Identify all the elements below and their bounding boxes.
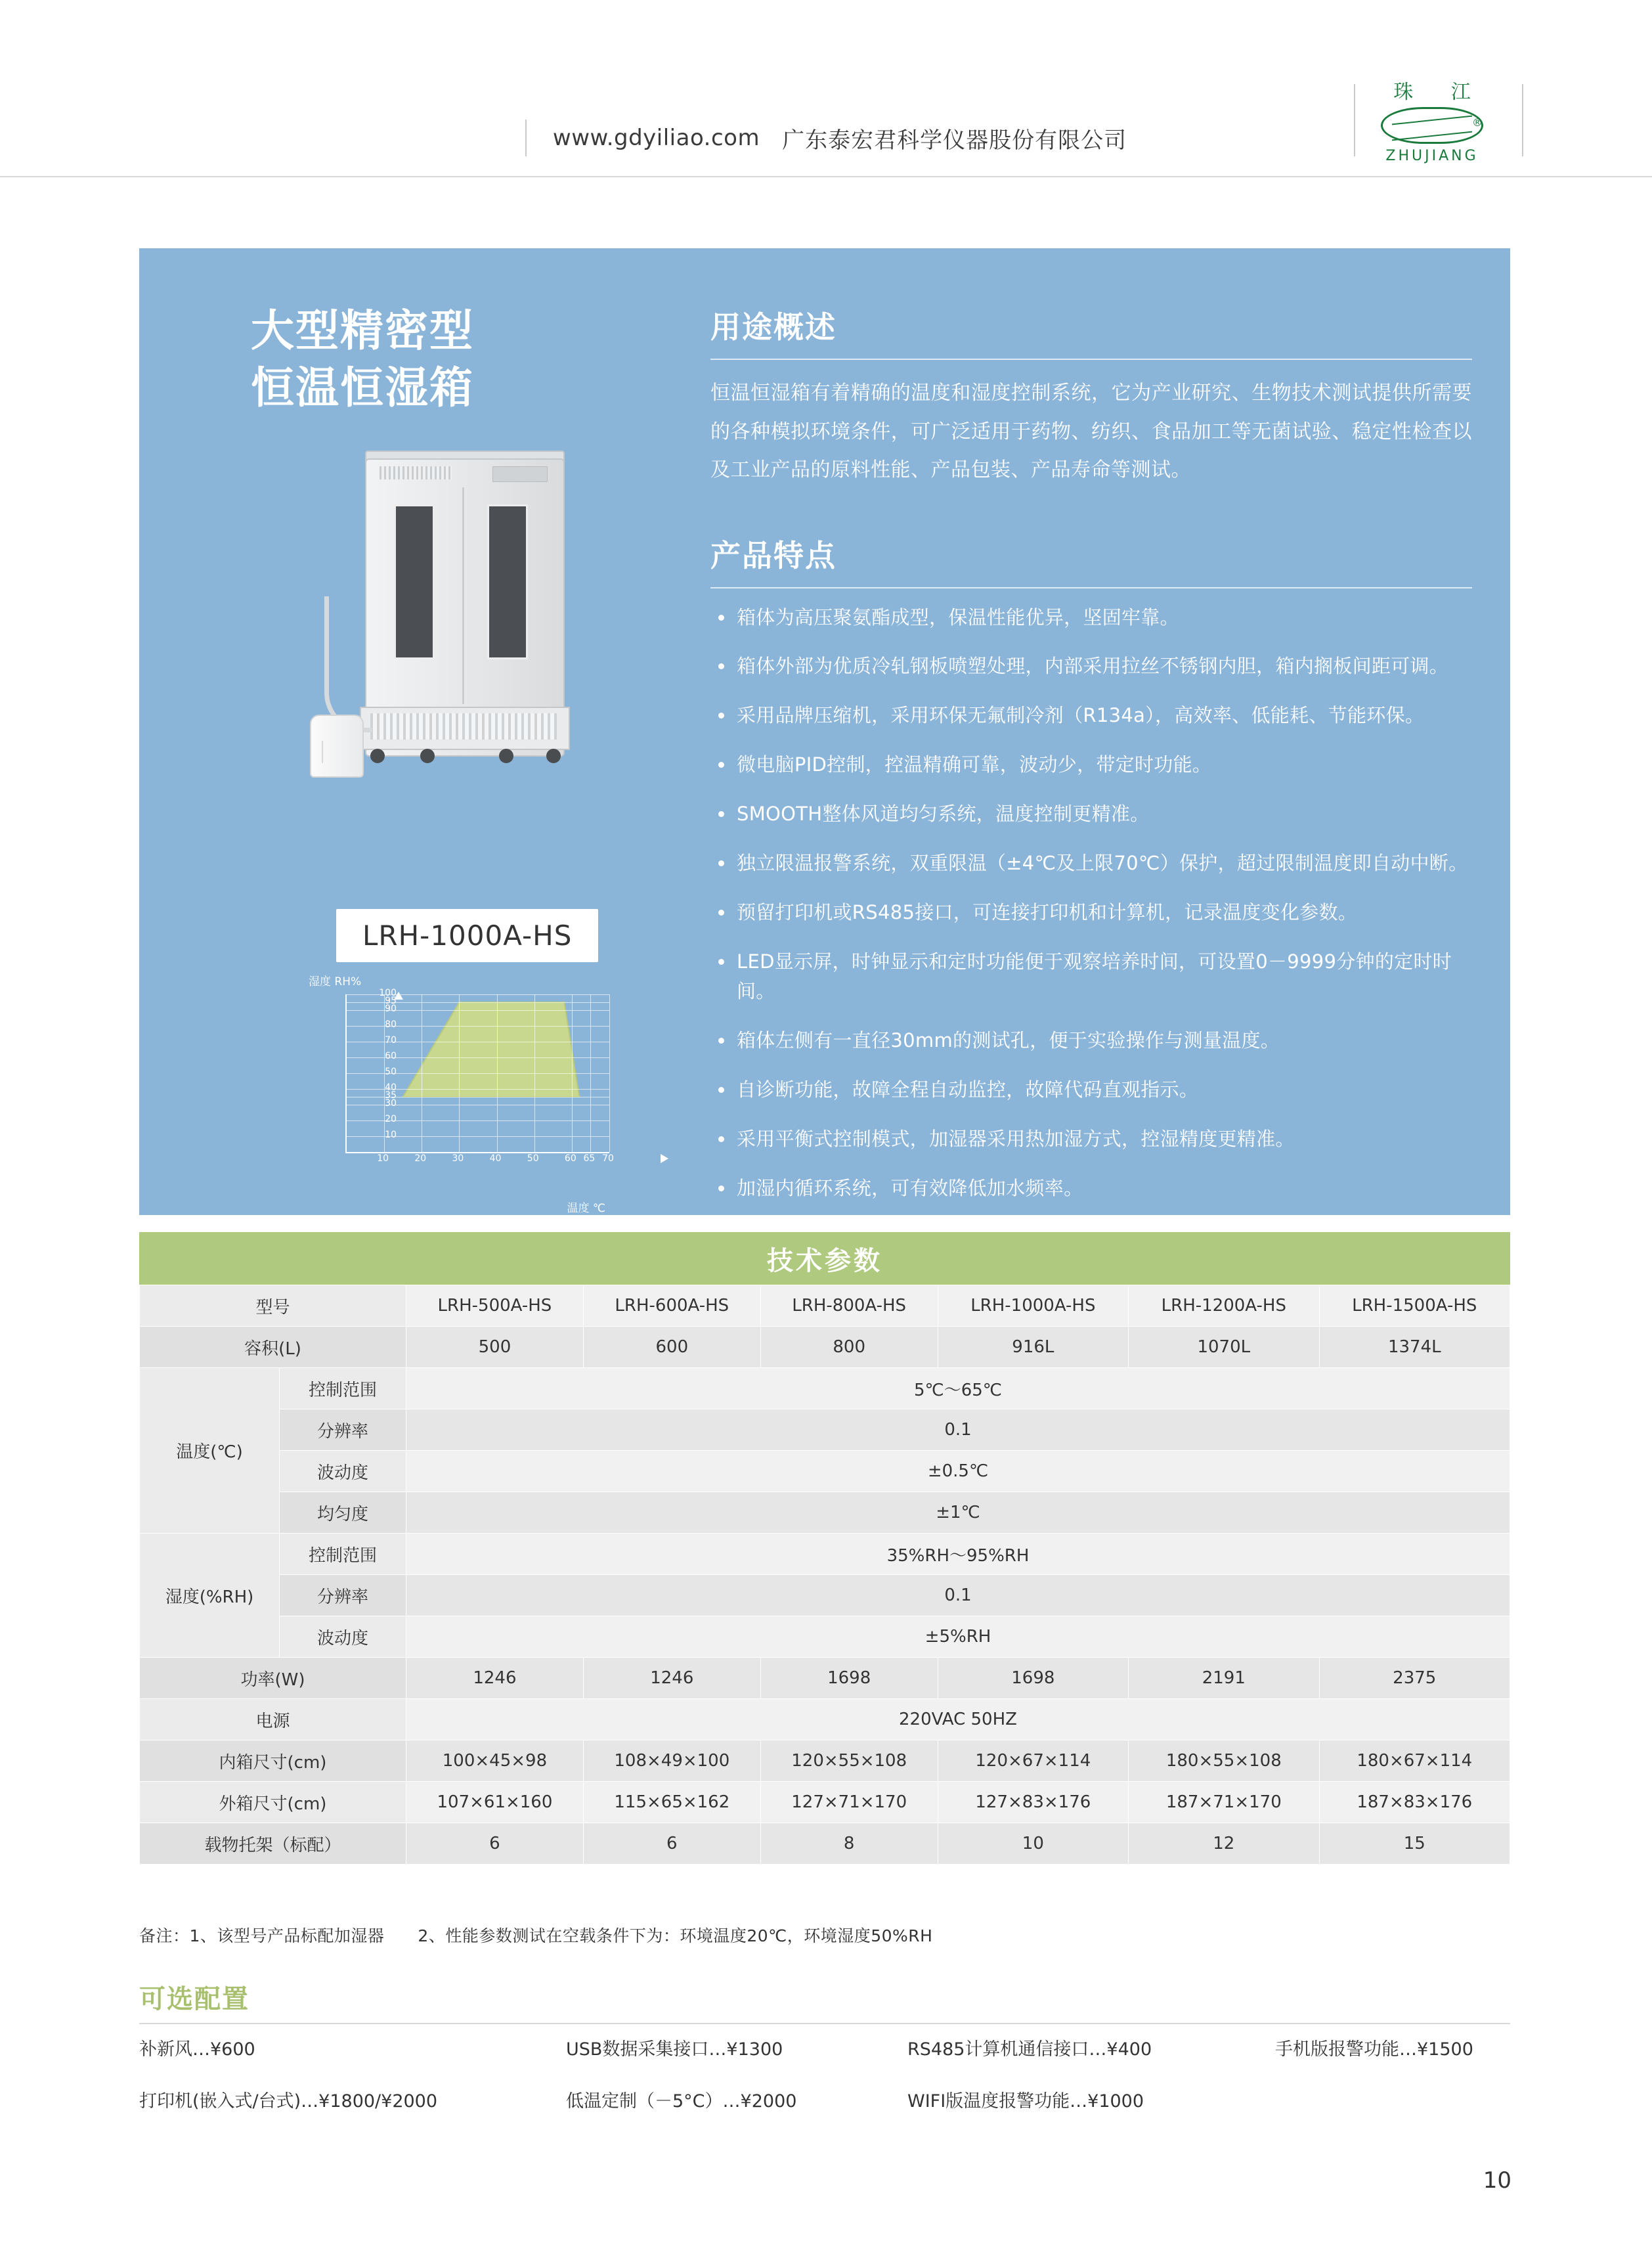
- table-row: [140, 1451, 1510, 1492]
- device-control-panel: [492, 466, 548, 482]
- overview-rule: [710, 359, 1472, 360]
- table-cell: LRH-600A-HS: [583, 1285, 760, 1327]
- table-cell: 1698: [760, 1658, 938, 1699]
- table-row: [140, 1616, 1510, 1658]
- header-divider: [525, 120, 527, 156]
- table-cell: 控制范围: [280, 1534, 406, 1575]
- device-water-hose: [324, 596, 372, 732]
- feature-item: 独立限温报警系统，双重限温（±4℃及上限70℃）保护，超过限制温度即自动中断。: [710, 849, 1472, 878]
- spec-note: 备注：1、该型号产品标配加湿器 2、性能参数测试在空载条件下为：环境温度20℃，环境湿度50%RH: [139, 1926, 933, 1945]
- table-cell: 0.1: [406, 1575, 1510, 1616]
- overview-heading: 用途概述: [710, 309, 837, 345]
- features-rule: [710, 587, 1472, 588]
- optional-item: 补新风…¥600: [139, 2039, 255, 2060]
- chart-y-tick-label: 90: [385, 1004, 397, 1014]
- chart-gridline-v: [609, 994, 610, 1152]
- table-cell: 10: [938, 1823, 1128, 1865]
- table-cell: 35%RH～95%RH: [406, 1534, 1510, 1575]
- table-cell: 100×45×98: [406, 1740, 584, 1782]
- feature-item: 微电脑PID控制，控温精确可靠，波动少，带定时功能。: [710, 750, 1472, 780]
- table-row: [140, 1534, 1510, 1575]
- table-cell: 湿度(%RH): [140, 1534, 280, 1658]
- optional-section-title: 可选配置: [139, 1984, 250, 2014]
- chart-x-tick-label: 50: [527, 1153, 539, 1164]
- page-header: [0, 0, 1652, 177]
- table-cell: 916L: [938, 1327, 1128, 1368]
- table-cell: 2375: [1319, 1658, 1510, 1699]
- table-cell: LRH-800A-HS: [760, 1285, 938, 1327]
- product-photo: [302, 432, 611, 800]
- feature-item: 预留打印机或RS485接口，可连接打印机和计算机，记录温度变化参数。: [710, 898, 1472, 927]
- feature-item: 加湿内循环系统，可有效降低加水频率。: [710, 1174, 1472, 1203]
- table-row: [140, 1575, 1510, 1616]
- chart-y-tick-label: 30: [385, 1098, 397, 1109]
- optional-item: 低温定制（－5°C）…¥2000: [566, 2091, 797, 2112]
- table-cell: 5℃～65℃: [406, 1368, 1510, 1409]
- device-caster: [420, 749, 435, 763]
- table-cell: 波动度: [280, 1451, 406, 1492]
- table-cell: ±5%RH: [406, 1616, 1510, 1658]
- device-caster: [499, 749, 513, 763]
- optional-item: WIFI版温度报警功能…¥1000: [907, 2091, 1144, 2112]
- table-cell: LRH-1000A-HS: [938, 1285, 1128, 1327]
- table-cell: 220VAC 50HZ: [406, 1699, 1510, 1740]
- logo-chinese-text: 珠 江: [1393, 81, 1487, 104]
- website-url: www.gdyiliao.com: [552, 125, 760, 151]
- table-cell: 功率(W): [140, 1658, 406, 1699]
- chart-y-tick-label: 20: [385, 1114, 397, 1124]
- table-row: [140, 1658, 1510, 1699]
- table-row: [140, 1327, 1510, 1368]
- table-cell: 1246: [583, 1658, 760, 1699]
- product-title: 大型精密型 恒温恒湿箱: [251, 305, 474, 414]
- table-cell: 载物托架（标配）: [140, 1823, 406, 1865]
- feature-item: 箱体外部为优质冷轧钢板喷塑处理，内部采用拉丝不锈钢内胆，箱内搁板间距可调。: [710, 652, 1472, 681]
- table-cell: ±1℃: [406, 1492, 1510, 1534]
- logo-pinyin-text: ZHUJIANG: [1385, 148, 1479, 164]
- optional-item: USB数据采集接口…¥1300: [566, 2039, 783, 2060]
- device-left-window: [394, 504, 435, 659]
- table-cell: 180×55×108: [1129, 1740, 1319, 1782]
- chart-y-tick-label: 70: [385, 1035, 397, 1046]
- table-cell: 12: [1129, 1823, 1319, 1865]
- feature-item: 箱体左侧有一直径30mm的测试孔，便于实验操作与测量温度。: [710, 1026, 1472, 1055]
- humidifier-tank: [310, 715, 364, 778]
- table-cell: 187×71×170: [1129, 1782, 1319, 1823]
- chart-x-tick-label: 30: [452, 1153, 464, 1164]
- table-cell: 115×65×162: [583, 1782, 760, 1823]
- logo-right-divider: [1522, 84, 1523, 156]
- table-row: [140, 1492, 1510, 1534]
- optional-rule: [139, 2023, 1510, 2024]
- device-door-split: [462, 487, 464, 704]
- feature-item: 箱体为高压聚氨酯成型，保温性能优异，坚固牢靠。: [710, 603, 1472, 632]
- logo-emblem-icon: [1381, 107, 1483, 144]
- chart-y-tick-label: 100: [379, 988, 397, 998]
- overview-body: 恒温恒湿箱有着精确的温度和湿度控制系统，它为产业研究、生物技术测试提供所需要的各种模拟环境条件，可广泛适用于药物、纺织、食品加工等无菌试验、稳定性检查以及工业产品的原料性能、产品包装、产品寿命等测试。: [710, 382, 1472, 481]
- table-row: [140, 1409, 1510, 1451]
- feature-item: 采用品牌压缩机，采用环保无氟制冷剂（R134a），高效率、低能耗、节能环保。: [710, 701, 1472, 730]
- table-cell: 温度(℃): [140, 1368, 280, 1534]
- table-cell: 电源: [140, 1699, 406, 1740]
- feature-item: LED显示屏，时钟显示和定时功能便于观察培养时间，可设置0－9999分钟的定时时间。: [710, 947, 1472, 1006]
- table-cell: 6: [406, 1823, 584, 1865]
- table-cell: 1070L: [1129, 1327, 1319, 1368]
- chart-y-tick-label: 95: [385, 996, 397, 1006]
- table-cell: 波动度: [280, 1616, 406, 1658]
- table-row: [140, 1368, 1510, 1409]
- table-cell: 2191: [1129, 1658, 1319, 1699]
- table-cell: 8: [760, 1823, 938, 1865]
- table-cell: 127×71×170: [760, 1782, 938, 1823]
- chart-y-tick-label: 60: [385, 1051, 397, 1061]
- table-cell: 600: [583, 1327, 760, 1368]
- brand-logo: [1363, 76, 1501, 164]
- feature-item: 采用平衡式控制模式，加湿器采用热加湿方式，控湿精度更精准。: [710, 1124, 1472, 1154]
- optional-row: [139, 2035, 1510, 2060]
- optional-row: [139, 2087, 1510, 2112]
- chart-y-tick-label: 35: [385, 1090, 397, 1101]
- model-badge: LRH-1000A-HS: [336, 909, 598, 962]
- table-cell: 1698: [938, 1658, 1128, 1699]
- registered-trademark-icon: ®: [1472, 116, 1483, 129]
- table-cell: 0.1: [406, 1409, 1510, 1451]
- feature-item: SMOOTH整体风道均匀系统，温度控制更精准。: [710, 799, 1472, 829]
- humidifier-tube: [322, 741, 323, 763]
- table-cell: 内箱尺寸(cm): [140, 1740, 406, 1782]
- hero-panel: [139, 248, 1510, 1215]
- table-cell: ±0.5℃: [406, 1451, 1510, 1492]
- table-cell: 107×61×160: [406, 1782, 584, 1823]
- table-row: [140, 1823, 1510, 1865]
- table-cell: 1246: [406, 1658, 584, 1699]
- spec-section-title: 技术参数: [139, 1232, 1510, 1285]
- table-cell: LRH-1200A-HS: [1129, 1285, 1319, 1327]
- chart-x-axis-label: 温度 ℃: [567, 1202, 605, 1215]
- page-number: 10: [1483, 2167, 1511, 2194]
- chart-y-tick-label: 40: [385, 1082, 397, 1093]
- table-cell: 6: [583, 1823, 760, 1865]
- logo-left-divider: [1354, 84, 1355, 156]
- table-row: [140, 1740, 1510, 1782]
- chart-x-tick-label: 65: [583, 1153, 596, 1164]
- temperature-humidity-chart: [294, 975, 662, 1215]
- chart-y-tick-label: 10: [385, 1130, 397, 1140]
- feature-item: 自诊断功能，故障全程自动监控，故障代码直观指示。: [710, 1075, 1472, 1105]
- table-cell: 108×49×100: [583, 1740, 760, 1782]
- chart-y-tick-label: 50: [385, 1067, 397, 1077]
- optional-item: 打印机(嵌入式/台式)…¥1800/¥2000: [139, 2091, 438, 2112]
- spec-table: [139, 1285, 1510, 1865]
- optional-item: 手机版报警功能…¥1500: [1275, 2039, 1473, 2060]
- optional-item: RS485计算机通信接口…¥400: [907, 2039, 1152, 2060]
- table-cell: 1374L: [1319, 1327, 1510, 1368]
- table-cell: 800: [760, 1327, 938, 1368]
- table-cell: 120×55×108: [760, 1740, 938, 1782]
- table-cell: 500: [406, 1327, 584, 1368]
- table-cell: 120×67×114: [938, 1740, 1128, 1782]
- chart-x-axis-arrow-icon: [661, 1154, 668, 1163]
- device-caster: [546, 749, 561, 763]
- chart-x-tick-label: 20: [414, 1153, 427, 1164]
- table-cell: 127×83×176: [938, 1782, 1128, 1823]
- device-grille: [370, 713, 557, 740]
- chart-x-tick-label: 10: [377, 1153, 389, 1164]
- hero-text-column: [710, 303, 1472, 1223]
- table-cell: 180×67×114: [1319, 1740, 1510, 1782]
- device-caster: [370, 749, 385, 763]
- table-cell: LRH-1500A-HS: [1319, 1285, 1510, 1327]
- company-name: 广东泰宏君科学仪器股份有限公司: [782, 127, 1127, 154]
- table-row: [140, 1782, 1510, 1823]
- table-cell: 型号: [140, 1285, 406, 1327]
- chart-y-axis-label: 湿度 RH%: [309, 975, 362, 988]
- chart-x-tick-label: 40: [489, 1153, 502, 1164]
- table-cell: 外箱尺寸(cm): [140, 1782, 406, 1823]
- device-right-window: [487, 504, 528, 659]
- features-heading: 产品特点: [710, 537, 837, 573]
- table-cell: 15: [1319, 1823, 1510, 1865]
- table-row: [140, 1699, 1510, 1740]
- table-cell: 容积(L): [140, 1327, 406, 1368]
- optional-list: [139, 2035, 1510, 2138]
- chart-x-tick-label: 60: [564, 1153, 576, 1164]
- table-cell: 控制范围: [280, 1368, 406, 1409]
- feature-list: [710, 603, 1472, 1203]
- header-rule: [0, 176, 1652, 177]
- table-cell: 均匀度: [280, 1492, 406, 1534]
- chart-y-tick-label: 80: [385, 1019, 397, 1030]
- table-cell: 187×83×176: [1319, 1782, 1510, 1823]
- table-cell: LRH-500A-HS: [406, 1285, 584, 1327]
- table-cell: 分辨率: [280, 1409, 406, 1451]
- table-row: [140, 1285, 1510, 1327]
- chart-x-tick-label: 70: [602, 1153, 614, 1164]
- device-vent: [380, 466, 452, 479]
- table-cell: 分辨率: [280, 1575, 406, 1616]
